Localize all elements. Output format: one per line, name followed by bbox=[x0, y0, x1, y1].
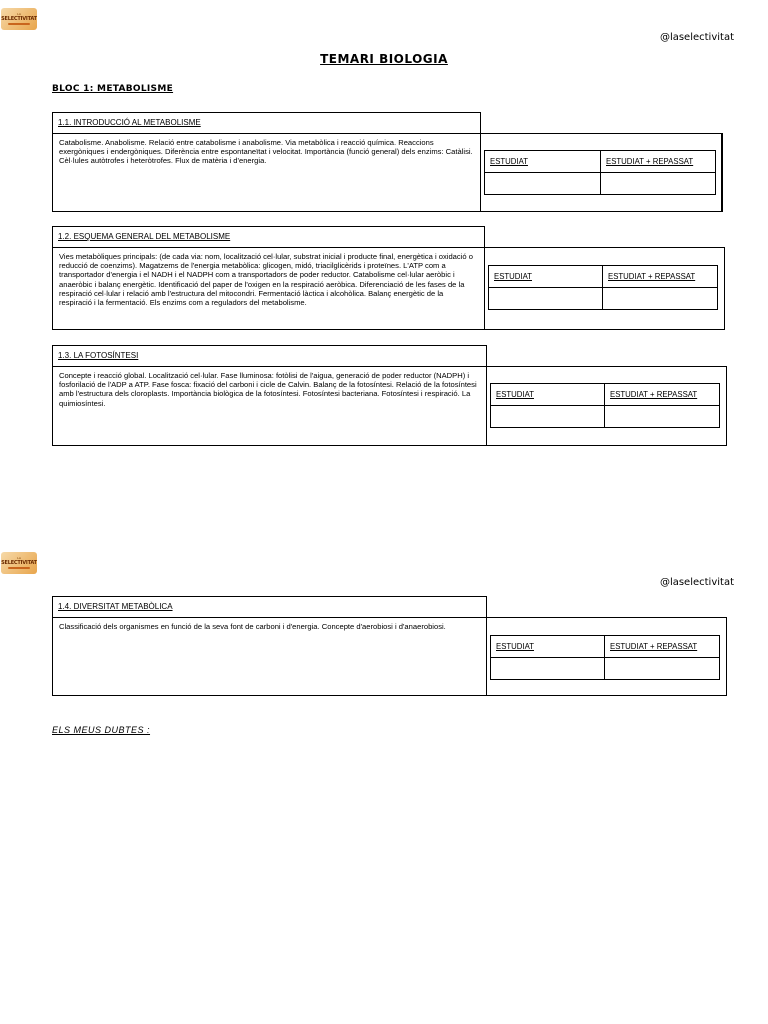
studied-checkbox-cell[interactable] bbox=[491, 406, 605, 428]
studied-reviewed-checkbox-cell[interactable] bbox=[605, 406, 720, 428]
logo-text-top: LA bbox=[17, 12, 21, 16]
selectivitat-logo bbox=[1, 8, 37, 30]
studied-reviewed-label: ESTUDIAT + REPASSAT bbox=[601, 151, 716, 173]
study-status-table bbox=[490, 383, 720, 428]
section-content: Vies metabòliques principals: (de cada via: nom, localització cel·lular, substrat inicial i producte final, energètica i oxidació o reducció de coenzims). Magatzems de l'energia metabòlica: glicogen, midó, triacilglicèrids i proteïnes. L'ATP com a transportador d'energia i el NADH i el NADPH com a transportadors de poder reductor. Catabolisme cel·lular aeròbic i anaeròbic i balanç energètic. Identificació del paper de l'oxigen en la respiració aeròbica. Diferenciació de les fases de la respiració cel·lular i relació amb l'estructura del mitocondri. Fermentació làctica i alcohòlica. Balanç energètic de la respiració i la fermentació. Els enzims com a reguladors del metabolisme. bbox=[52, 247, 485, 330]
studied-checkbox-cell[interactable] bbox=[485, 173, 601, 195]
section-heading: 1.2. ESQUEMA GENERAL DEL METABOLISME bbox=[52, 226, 485, 248]
logo-text-main: SELECTIVITAT bbox=[1, 16, 37, 22]
section-heading: 1.4. DIVERSITAT METABÒLICA bbox=[52, 596, 487, 618]
studied-label: ESTUDIAT bbox=[491, 636, 605, 658]
section-content: Classificació dels organismes en funció de la seva font de carboni i d'energia. Concepte d'aerobiosi i d'anaerobiosi. bbox=[52, 617, 487, 696]
doubts-label: ELS MEUS DUBTES : bbox=[52, 725, 151, 735]
page-title: TEMARI BIOLOGIA bbox=[320, 52, 448, 66]
study-status-table bbox=[488, 265, 718, 310]
studied-reviewed-label: ESTUDIAT + REPASSAT bbox=[603, 266, 718, 288]
studied-label: ESTUDIAT bbox=[489, 266, 603, 288]
section-content: Concepte i reacció global. Localització cel·lular. Fase lluminosa: fotòlisi de l'aigua, generació de poder reductor (NADPH) i fosforilació de l'ADP a ATP. Fase fosca: fixació del carboni i cicle de Calvin. Balanç de la fotosíntesi. Relació de la fotosíntesi amb l'estructura dels cloroplasts. Importància biològica de la fotosíntesi. Fotosíntesi bacteriana. Fotosíntesi i respiració. La quimiosíntesi. bbox=[52, 366, 487, 446]
section-heading: 1.3. LA FOTOSÍNTESI bbox=[52, 345, 487, 367]
logo-underline bbox=[8, 567, 30, 569]
study-status-table bbox=[490, 635, 720, 680]
studied-checkbox-cell[interactable] bbox=[491, 658, 605, 680]
study-status-table bbox=[484, 150, 716, 195]
logo-text-top: LA bbox=[17, 556, 21, 560]
panel-right-border bbox=[721, 133, 723, 212]
studied-reviewed-checkbox-cell[interactable] bbox=[605, 658, 720, 680]
social-handle: @laselectivitat bbox=[659, 577, 734, 588]
logo-underline bbox=[8, 23, 30, 25]
logo-text-main: SELECTIVITAT bbox=[1, 560, 37, 566]
selectivitat-logo bbox=[1, 552, 37, 574]
studied-label: ESTUDIAT bbox=[491, 384, 605, 406]
section-content: Catabolisme. Anabolisme. Relació entre catabolisme i anabolisme. Via metabòlica i reacció química. Reaccions exergòniques i endergòniques. Diferència entre espontaneïtat i velocitat. Importància (funció general) dels enzims: Catàlisi. Cèl·lules autòtrofes i heteròtrofes. Flux de matèria i d'energia. bbox=[52, 133, 481, 212]
studied-checkbox-cell[interactable] bbox=[489, 288, 603, 310]
bloc-heading: BLOC 1: METABOLISME bbox=[52, 84, 174, 94]
studied-label: ESTUDIAT bbox=[485, 151, 601, 173]
studied-reviewed-checkbox-cell[interactable] bbox=[603, 288, 718, 310]
studied-reviewed-checkbox-cell[interactable] bbox=[601, 173, 716, 195]
section-heading: 1.1. INTRODUCCIÓ AL METABOLISME bbox=[52, 112, 481, 134]
studied-reviewed-label: ESTUDIAT + REPASSAT bbox=[605, 636, 720, 658]
studied-reviewed-label: ESTUDIAT + REPASSAT bbox=[605, 384, 720, 406]
social-handle: @laselectivitat bbox=[659, 32, 734, 43]
